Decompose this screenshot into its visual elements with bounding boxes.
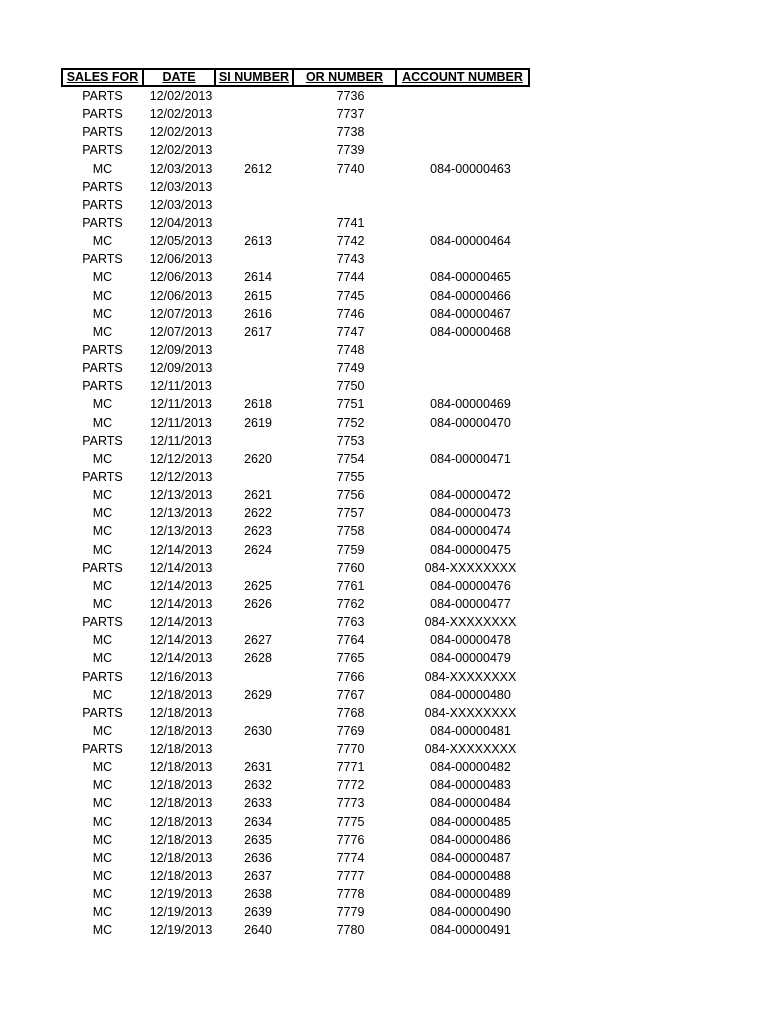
si-number-cell: 2635 xyxy=(244,832,272,847)
or-number-cell: 7741 xyxy=(336,215,365,230)
date-cell: 12/07/2013 xyxy=(149,306,213,321)
sales-for-cell: MC xyxy=(92,506,113,521)
date-cell: 12/19/2013 xyxy=(149,923,213,938)
or-number-cell: 7751 xyxy=(336,397,365,412)
or-number-cell: 7775 xyxy=(336,814,365,829)
sales-for-cell: MC xyxy=(92,397,113,412)
si-number-cell xyxy=(218,359,298,377)
account-number-cell: 084-XXXXXXXX xyxy=(424,560,517,575)
date-cell: 12/03/2013 xyxy=(149,197,213,212)
sales-for-cell: MC xyxy=(92,905,113,920)
date-cell: 12/14/2013 xyxy=(149,651,213,666)
account-number-cell: 084-00000466 xyxy=(430,288,511,303)
or-number-cell: 7765 xyxy=(336,651,365,666)
si-number-cell: 2622 xyxy=(244,506,272,521)
table-row xyxy=(61,359,538,377)
date-cell: 12/04/2013 xyxy=(149,215,213,230)
or-number-cell: 7743 xyxy=(336,252,365,267)
sales-for-cell: MC xyxy=(92,596,113,611)
account-number-cell: 084-00000486 xyxy=(430,832,511,847)
table-row xyxy=(61,432,538,450)
or-number-cell: 7779 xyxy=(336,905,365,920)
si-number-cell xyxy=(218,341,298,359)
date-cell: 12/13/2013 xyxy=(149,488,213,503)
si-number-cell: 2639 xyxy=(244,905,272,920)
table-row xyxy=(61,668,538,686)
sales-for-cell: MC xyxy=(92,542,113,557)
account-number-cell: 084-00000469 xyxy=(430,397,511,412)
date-cell: 12/06/2013 xyxy=(149,252,213,267)
or-number-cell: 7771 xyxy=(336,760,365,775)
sales-for-cell: MC xyxy=(92,832,113,847)
sales-for-cell: MC xyxy=(92,633,113,648)
si-number-cell: 2638 xyxy=(244,887,272,902)
account-number-cell: 084-00000478 xyxy=(430,633,511,648)
account-number-cell: 084-00000488 xyxy=(430,869,511,884)
table-row xyxy=(61,178,538,196)
si-number-cell xyxy=(218,123,298,141)
or-number-cell: 7767 xyxy=(336,687,365,702)
table-row xyxy=(61,377,538,395)
account-number-cell xyxy=(403,196,538,214)
date-cell: 12/05/2013 xyxy=(149,234,213,249)
si-number-cell xyxy=(218,432,298,450)
sales-for-cell: MC xyxy=(92,324,113,339)
sales-for-cell: PARTS xyxy=(82,252,123,267)
sales-for-cell: MC xyxy=(92,524,113,539)
or-number-cell: 7778 xyxy=(336,887,365,902)
si-number-cell xyxy=(218,141,298,159)
table-row xyxy=(61,287,538,305)
account-number-cell: 084-00000470 xyxy=(430,415,511,430)
date-cell: 12/07/2013 xyxy=(149,324,213,339)
si-number-cell: 2630 xyxy=(244,723,272,738)
table-row xyxy=(61,613,538,631)
date-cell: 12/14/2013 xyxy=(149,615,213,630)
account-number-cell: 084-00000487 xyxy=(430,850,511,865)
sales-for-cell: MC xyxy=(92,288,113,303)
or-number-cell: 7770 xyxy=(336,742,365,757)
date-cell: 12/11/2013 xyxy=(150,379,212,394)
or-number-cell: 7769 xyxy=(336,723,365,738)
or-number-cell xyxy=(298,178,403,196)
or-number-cell: 7768 xyxy=(336,705,365,720)
sales-for-cell: MC xyxy=(92,814,113,829)
date-cell: 12/14/2013 xyxy=(149,578,213,593)
sales-for-cell: PARTS xyxy=(82,215,123,230)
sales-for-cell: MC xyxy=(92,306,113,321)
or-number-cell: 7757 xyxy=(336,506,365,521)
or-number-cell: 7773 xyxy=(336,796,365,811)
date-cell: 12/18/2013 xyxy=(149,723,213,738)
date-cell: 12/19/2013 xyxy=(149,887,213,902)
date-cell: 12/03/2013 xyxy=(149,161,213,176)
si-number-cell: 2633 xyxy=(244,796,272,811)
date-cell: 12/13/2013 xyxy=(149,506,213,521)
date-cell: 12/18/2013 xyxy=(149,850,213,865)
or-number-cell: 7759 xyxy=(336,542,365,557)
table-row xyxy=(61,522,538,540)
or-number-cell: 7762 xyxy=(336,596,365,611)
or-number-cell: 7755 xyxy=(336,469,365,484)
table-row xyxy=(61,123,538,141)
sales-for-cell: PARTS xyxy=(82,560,123,575)
date-cell: 12/03/2013 xyxy=(149,179,213,194)
table-row xyxy=(61,559,538,577)
or-number-cell: 7756 xyxy=(336,488,365,503)
table-row xyxy=(61,450,538,468)
header-row xyxy=(61,68,538,87)
or-number-cell: 7736 xyxy=(336,89,365,103)
table-body xyxy=(61,87,538,940)
date-cell: 12/11/2013 xyxy=(150,415,212,430)
sales-for-cell: PARTS xyxy=(82,125,123,140)
table-row xyxy=(61,831,538,849)
sales-for-cell: PARTS xyxy=(82,361,123,376)
or-number-cell: 7761 xyxy=(336,578,365,593)
or-number-cell: 7745 xyxy=(336,288,365,303)
si-number-cell xyxy=(218,250,298,268)
account-number-cell: 084-00000476 xyxy=(430,578,511,593)
si-number-cell xyxy=(218,377,298,395)
sales-for-cell: MC xyxy=(92,778,113,793)
si-number-cell: 2614 xyxy=(244,270,272,285)
table-row xyxy=(61,722,538,740)
table-row xyxy=(61,250,538,268)
account-number-cell: 084-00000471 xyxy=(430,451,511,466)
date-cell: 12/18/2013 xyxy=(149,869,213,884)
account-number-cell: 084-00000474 xyxy=(430,524,511,539)
account-number-cell: 084-00000481 xyxy=(430,723,511,738)
si-number-cell: 2629 xyxy=(244,687,272,702)
account-number-cell: 084-00000485 xyxy=(430,814,511,829)
account-number-cell: 084-00000468 xyxy=(430,324,511,339)
account-number-cell xyxy=(403,178,538,196)
or-number-cell: 7738 xyxy=(336,125,365,140)
table-row xyxy=(61,849,538,867)
sales-for-cell: PARTS xyxy=(82,742,123,757)
table-row xyxy=(61,87,538,105)
table-row xyxy=(61,921,538,939)
sales-for-cell: MC xyxy=(92,270,113,285)
header-or-number: OR NUMBER xyxy=(292,68,397,87)
account-number-cell xyxy=(403,214,538,232)
account-number-cell: 084-00000483 xyxy=(430,778,511,793)
or-number-cell: 7739 xyxy=(336,143,365,158)
sales-for-cell: PARTS xyxy=(82,179,123,194)
sales-for-cell: MC xyxy=(92,488,113,503)
or-number-cell: 7776 xyxy=(336,832,365,847)
date-cell: 12/06/2013 xyxy=(149,288,213,303)
sales-for-cell: PARTS xyxy=(82,669,123,684)
account-number-cell: 084-00000472 xyxy=(430,488,511,503)
table-row xyxy=(61,885,538,903)
or-number-cell: 7772 xyxy=(336,778,365,793)
si-number-cell xyxy=(218,214,298,232)
table-row xyxy=(61,740,538,758)
table-row xyxy=(61,577,538,595)
sales-for-cell: MC xyxy=(92,869,113,884)
table-row xyxy=(61,776,538,794)
date-cell: 12/18/2013 xyxy=(149,814,213,829)
table-row xyxy=(61,214,538,232)
header-sales-for: SALES FOR xyxy=(61,68,144,87)
table-row xyxy=(61,758,538,776)
or-number-cell: 7774 xyxy=(336,850,365,865)
account-number-cell xyxy=(403,105,538,123)
account-number-cell: 084-00000463 xyxy=(430,161,511,176)
table-row xyxy=(61,541,538,559)
date-cell: 12/14/2013 xyxy=(149,633,213,648)
account-number-cell: 084-00000465 xyxy=(430,270,511,285)
date-cell: 12/02/2013 xyxy=(149,125,213,140)
or-number-cell: 7753 xyxy=(336,433,365,448)
date-cell: 12/09/2013 xyxy=(149,342,213,357)
account-number-cell: 084-00000491 xyxy=(430,923,511,938)
header-si-number: SI NUMBER xyxy=(214,68,294,87)
sales-for-cell: MC xyxy=(92,923,113,938)
si-number-cell xyxy=(218,87,298,105)
table-row xyxy=(61,486,538,504)
table-row xyxy=(61,305,538,323)
sales-for-cell: PARTS xyxy=(82,107,123,122)
account-number-cell xyxy=(403,123,538,141)
si-number-cell: 2637 xyxy=(244,869,272,884)
si-number-cell: 2624 xyxy=(244,542,272,557)
si-number-cell: 2617 xyxy=(244,324,272,339)
or-number-cell: 7737 xyxy=(336,107,365,122)
table-row xyxy=(61,395,538,413)
sales-for-cell: PARTS xyxy=(82,469,123,484)
date-cell: 12/18/2013 xyxy=(149,742,213,757)
si-number-cell: 2628 xyxy=(244,651,272,666)
sales-for-cell: PARTS xyxy=(82,615,123,630)
si-number-cell: 2634 xyxy=(244,814,272,829)
account-number-cell xyxy=(403,468,538,486)
table-row xyxy=(61,649,538,667)
sales-table xyxy=(61,68,538,940)
account-number-cell xyxy=(403,432,538,450)
si-number-cell: 2621 xyxy=(244,488,272,503)
table-row xyxy=(61,867,538,885)
si-number-cell xyxy=(218,178,298,196)
table-row xyxy=(61,414,538,432)
or-number-cell: 7750 xyxy=(336,379,365,394)
si-number-cell: 2620 xyxy=(244,451,272,466)
account-number-cell: 084-00000467 xyxy=(430,306,511,321)
date-cell: 12/18/2013 xyxy=(149,832,213,847)
or-number-cell: 7766 xyxy=(336,669,365,684)
or-number-cell: 7780 xyxy=(336,923,365,938)
account-number-cell: 084-00000480 xyxy=(430,687,511,702)
si-number-cell xyxy=(218,740,298,758)
si-number-cell: 2627 xyxy=(244,633,272,648)
account-number-cell: 084-00000473 xyxy=(430,506,511,521)
si-number-cell xyxy=(218,468,298,486)
sales-for-cell: MC xyxy=(92,850,113,865)
or-number-cell: 7747 xyxy=(336,324,365,339)
account-number-cell xyxy=(403,87,538,105)
table-row xyxy=(61,813,538,831)
account-number-cell: 084-XXXXXXXX xyxy=(424,669,517,684)
sales-for-cell: MC xyxy=(92,451,113,466)
sales-for-cell: MC xyxy=(92,687,113,702)
sales-for-cell: MC xyxy=(92,161,113,176)
or-number-cell: 7740 xyxy=(336,161,365,176)
or-number-cell: 7744 xyxy=(336,270,365,285)
account-number-cell: 084-XXXXXXXX xyxy=(424,705,517,720)
table-row xyxy=(61,686,538,704)
si-number-cell xyxy=(218,105,298,123)
date-cell: 12/02/2013 xyxy=(149,107,213,122)
or-number-cell: 7760 xyxy=(336,560,365,575)
account-number-cell: 084-00000475 xyxy=(430,542,511,557)
or-number-cell: 7764 xyxy=(336,633,365,648)
date-cell: 12/18/2013 xyxy=(149,760,213,775)
sales-for-cell: PARTS xyxy=(82,705,123,720)
table-row xyxy=(61,268,538,286)
si-number-cell: 2625 xyxy=(244,578,272,593)
si-number-cell: 2631 xyxy=(244,760,272,775)
date-cell: 12/02/2013 xyxy=(149,89,213,103)
sales-for-cell: PARTS xyxy=(82,433,123,448)
date-cell: 12/12/2013 xyxy=(149,451,213,466)
sales-for-cell: PARTS xyxy=(82,379,123,394)
table-row xyxy=(61,631,538,649)
table-row xyxy=(61,105,538,123)
or-number-cell: 7742 xyxy=(336,234,365,249)
account-number-cell: 084-00000484 xyxy=(430,796,511,811)
si-number-cell: 2619 xyxy=(244,415,272,430)
sales-for-cell: MC xyxy=(92,578,113,593)
si-number-cell xyxy=(218,196,298,214)
header-account-number: ACCOUNT NUMBER xyxy=(395,68,530,87)
or-number-cell: 7746 xyxy=(336,306,365,321)
account-number-cell: 084-00000477 xyxy=(430,596,511,611)
table-row xyxy=(61,794,538,812)
or-number-cell: 7752 xyxy=(336,415,365,430)
date-cell: 12/14/2013 xyxy=(149,542,213,557)
si-number-cell: 2626 xyxy=(244,596,272,611)
account-number-cell: 084-00000479 xyxy=(430,651,511,666)
si-number-cell xyxy=(218,559,298,577)
or-number-cell: 7749 xyxy=(336,361,365,376)
sales-for-cell: PARTS xyxy=(82,342,123,357)
date-cell: 12/06/2013 xyxy=(149,270,213,285)
date-cell: 12/18/2013 xyxy=(149,687,213,702)
date-cell: 12/16/2013 xyxy=(149,669,213,684)
date-cell: 12/09/2013 xyxy=(149,361,213,376)
date-cell: 12/18/2013 xyxy=(149,796,213,811)
table-row xyxy=(61,232,538,250)
si-number-cell xyxy=(218,668,298,686)
account-number-cell xyxy=(403,141,538,159)
si-number-cell: 2640 xyxy=(244,923,272,938)
or-number-cell: 7758 xyxy=(336,524,365,539)
si-number-cell xyxy=(218,613,298,631)
date-cell: 12/19/2013 xyxy=(149,905,213,920)
account-number-cell: 084-00000464 xyxy=(430,234,511,249)
account-number-cell: 084-00000482 xyxy=(430,760,511,775)
date-cell: 12/11/2013 xyxy=(150,397,212,412)
date-cell: 12/11/2013 xyxy=(150,433,212,448)
sales-for-cell: MC xyxy=(92,651,113,666)
date-cell: 12/18/2013 xyxy=(149,705,213,720)
account-number-cell xyxy=(403,359,538,377)
si-number-cell: 2612 xyxy=(244,161,272,176)
date-cell: 12/14/2013 xyxy=(149,560,213,575)
date-cell: 12/02/2013 xyxy=(149,143,213,158)
sales-for-cell: MC xyxy=(92,415,113,430)
sales-for-cell: MC xyxy=(92,796,113,811)
table-row xyxy=(61,704,538,722)
or-number-cell: 7763 xyxy=(336,615,365,630)
account-number-cell: 084-XXXXXXXX xyxy=(424,742,517,757)
header-date: DATE xyxy=(142,68,216,87)
sales-for-cell: MC xyxy=(92,887,113,902)
account-number-cell xyxy=(403,341,538,359)
account-number-cell: 084-00000489 xyxy=(430,887,511,902)
date-cell: 12/18/2013 xyxy=(149,778,213,793)
table-row xyxy=(61,341,538,359)
date-cell: 12/14/2013 xyxy=(149,596,213,611)
si-number-cell: 2616 xyxy=(244,306,272,321)
table-row xyxy=(61,141,538,159)
or-number-cell: 7754 xyxy=(336,451,365,466)
table-row xyxy=(61,323,538,341)
sales-for-cell: MC xyxy=(92,760,113,775)
si-number-cell: 2613 xyxy=(244,234,272,249)
date-cell: 12/13/2013 xyxy=(149,524,213,539)
sales-for-cell: PARTS xyxy=(82,89,123,103)
sales-for-cell: MC xyxy=(92,234,113,249)
or-number-cell: 7748 xyxy=(336,342,365,357)
sales-for-cell: PARTS xyxy=(82,143,123,158)
sales-for-cell: MC xyxy=(92,723,113,738)
account-number-cell: 084-XXXXXXXX xyxy=(424,615,517,630)
date-cell: 12/12/2013 xyxy=(149,469,213,484)
si-number-cell: 2632 xyxy=(244,778,272,793)
si-number-cell: 2623 xyxy=(244,524,272,539)
sales-for-cell: PARTS xyxy=(82,197,123,212)
si-number-cell: 2618 xyxy=(244,397,272,412)
or-number-cell: 7777 xyxy=(336,869,365,884)
si-number-cell: 2615 xyxy=(244,288,272,303)
account-number-cell xyxy=(403,377,538,395)
account-number-cell xyxy=(403,250,538,268)
table-row xyxy=(61,196,538,214)
table-row xyxy=(61,504,538,522)
si-number-cell: 2636 xyxy=(244,850,272,865)
table-row xyxy=(61,160,538,178)
account-number-cell: 084-00000490 xyxy=(430,905,511,920)
table-row xyxy=(61,468,538,486)
si-number-cell xyxy=(218,704,298,722)
table-row xyxy=(61,595,538,613)
or-number-cell xyxy=(298,196,403,214)
table-row xyxy=(61,903,538,921)
